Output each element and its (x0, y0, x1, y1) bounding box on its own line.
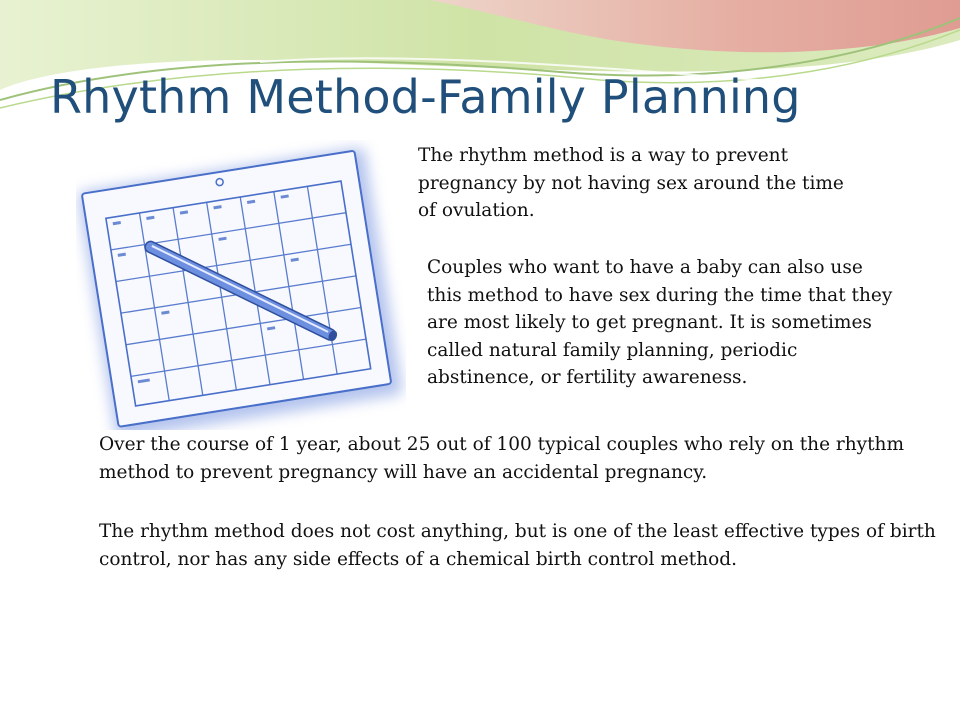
calendar-illustration (76, 140, 406, 430)
paragraph-also-called: Couples who want to have a baby can also use this method to have sex during the time that they are most likely to get pregnant. It is sometimes called natural family planning, periodic abstinence, or fertility awareness. (427, 257, 893, 388)
slide-title: Rhythm Method-Family Planning (50, 70, 801, 124)
paragraph-effectiveness: Over the course of 1 year, about 25 out of 100 typical couples who rely on the rhythm method to prevent pregnancy will have an accidental pregnancy. (99, 434, 905, 483)
paragraph-cost: The rhythm method does not cost anything, but is one of the least effective types of birth control, nor has any side effects of a chemical birth control method. (99, 521, 936, 570)
paragraph-definition: The rhythm method is a way to prevent pregnancy by not having sex around the time of ovulation. (418, 145, 844, 221)
